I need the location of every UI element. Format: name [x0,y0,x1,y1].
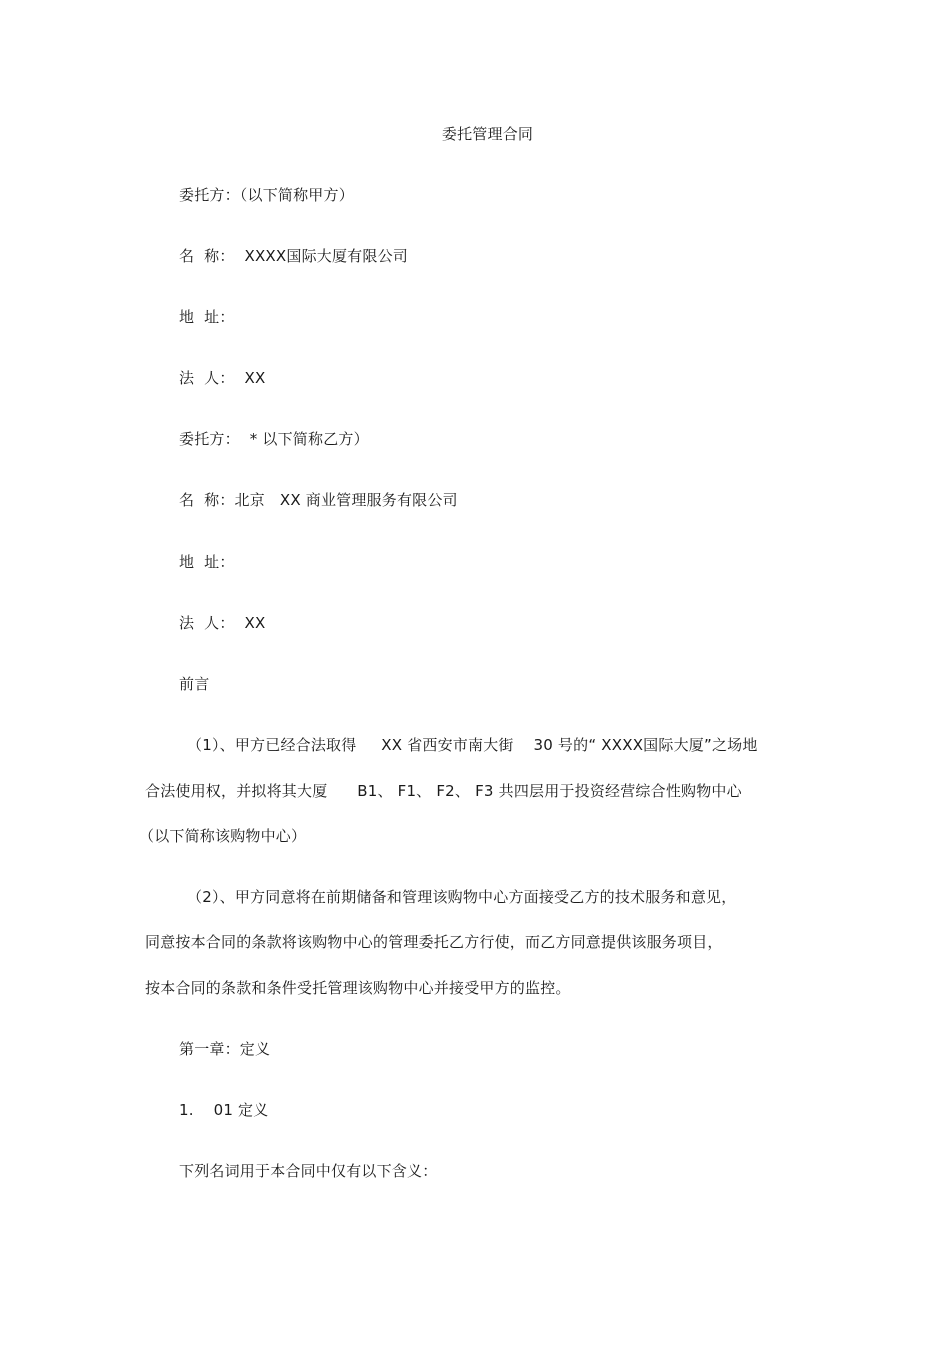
chapter1-section: 1. 01 定义 [179,1101,269,1119]
preface-para1-line1: （1）、甲方已经合法取得 XX 省西安市南大街 30 号的“ XXXX国际大厦”之场地 [187,736,758,754]
party-a-heading: 委托方：（以下简称甲方） [179,186,354,204]
party-b-address: 地 址： [179,553,235,571]
document-title: 委托管理合同 [441,125,534,143]
party-a-name: 名 称： XXXX国际大厦有限公司 [179,247,408,265]
party-a-address: 地 址： [179,308,235,326]
chapter1-heading: 第一章：定义 [179,1040,271,1058]
party-b-heading: 委托方： * 以下简称乙方） [179,430,369,448]
party-a-legal-rep: 法 人： XX [179,369,266,387]
party-b-name: 名 称：北京 XX 商业管理服务有限公司 [179,491,458,509]
preface-para2-line2: 同意按本合同的条款将该购物中心的管理委托乙方行使，而乙方同意提供该服务项目， [145,933,723,951]
preface-para1-line2: 合法使用权，并拟将其大厦 B1、 F1、 F2、 F3 共四层用于投资经营综合性购物中心 [145,782,742,800]
preface-para1-line3: （以下简称该购物中心） [139,827,307,845]
chapter1-intro: 下列名词用于本合同中仅有以下含义： [179,1162,438,1180]
preface-para2-line1: （2）、甲方同意将在前期储备和管理该购物中心方面接受乙方的技术服务和意见， [187,888,737,906]
preface-para2-line3: 按本合同的条款和条件受托管理该购物中心并接受甲方的监控。 [145,979,571,997]
preface-heading: 前言 [179,675,210,693]
party-b-legal-rep: 法 人： XX [179,614,266,632]
